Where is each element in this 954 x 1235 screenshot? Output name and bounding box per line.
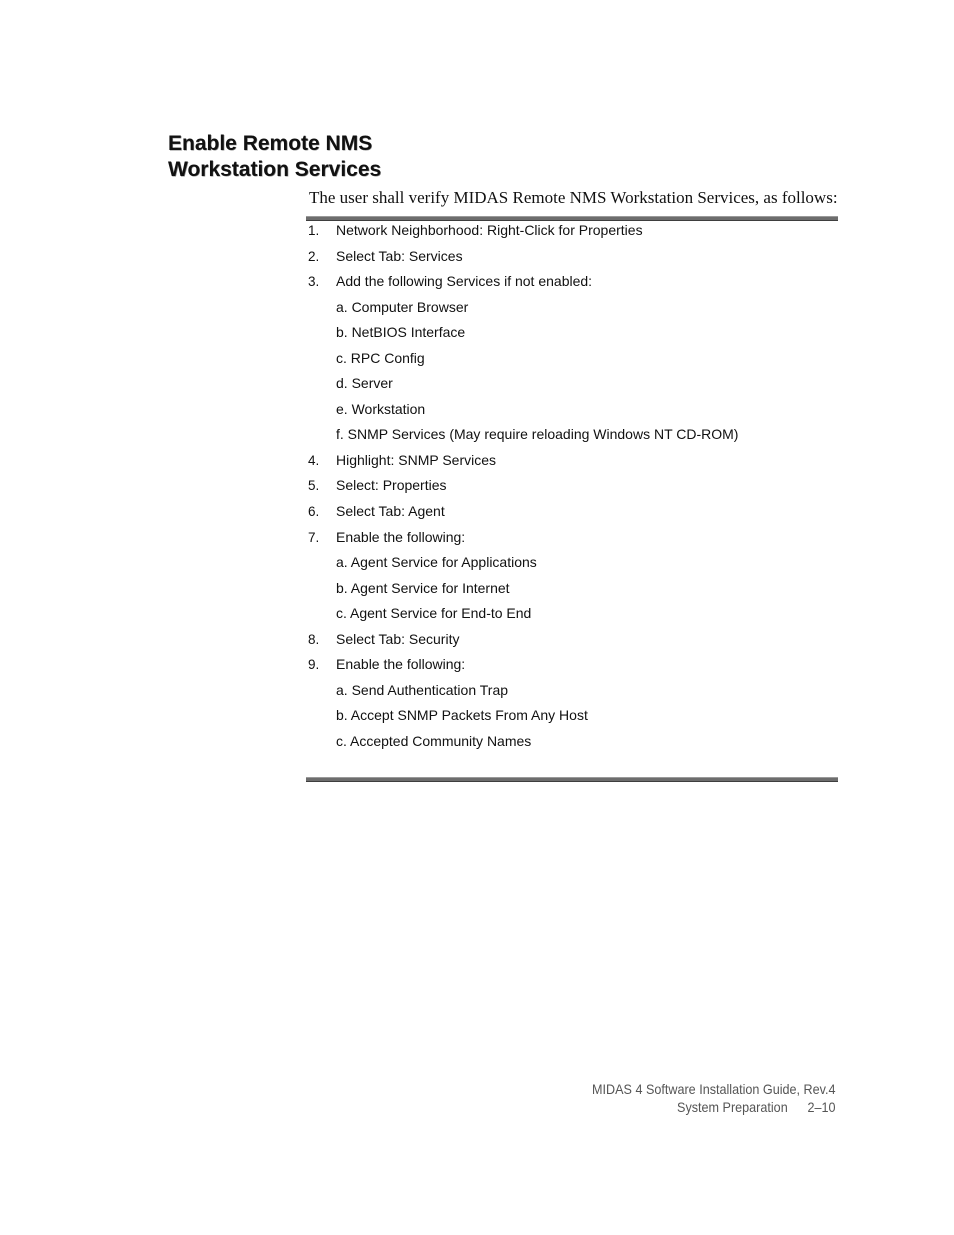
step-text: Highlight: SNMP Services bbox=[336, 451, 497, 468]
step-number: 7. bbox=[308, 529, 320, 545]
sub-step-item bbox=[308, 703, 828, 729]
step-text: b. Agent Service for Internet bbox=[336, 579, 510, 596]
step-text: a. Computer Browser bbox=[336, 298, 469, 315]
step-text: a. Agent Service for Applications bbox=[336, 554, 537, 571]
step-number: 2. bbox=[308, 248, 320, 264]
step-text: d. Server bbox=[336, 375, 393, 392]
step-text: c. Accepted Community Names bbox=[336, 732, 532, 749]
step-text: Enable the following: bbox=[336, 656, 466, 673]
step-number: 4. bbox=[308, 452, 320, 468]
section-heading-line-2: Workstation Services bbox=[168, 158, 382, 181]
step-text: Select Tab: Services bbox=[336, 247, 463, 264]
sub-step-item bbox=[308, 678, 828, 704]
sub-step-item bbox=[308, 729, 828, 755]
step-number: 8. bbox=[308, 631, 320, 647]
page-footer bbox=[593, 1080, 836, 1116]
step-text: Select Tab: Security bbox=[336, 630, 460, 647]
step-text: b. Accept SNMP Packets From Any Host bbox=[336, 707, 588, 724]
step-number: 9. bbox=[308, 657, 320, 673]
sub-step-item bbox=[308, 346, 828, 372]
sub-step-item bbox=[308, 320, 828, 346]
sub-step-item bbox=[308, 601, 828, 627]
step-text: f. SNMP Services (May require reloading Windows NT CD-ROM) bbox=[336, 426, 739, 443]
sub-step-item bbox=[308, 397, 828, 423]
step-number: 3. bbox=[308, 274, 320, 290]
step-text: Select Tab: Agent bbox=[336, 503, 445, 520]
step-item bbox=[308, 269, 828, 295]
step-text: Network Neighborhood: Right-Click for Properties bbox=[336, 222, 643, 238]
step-number: 6. bbox=[308, 504, 320, 520]
step-item bbox=[308, 244, 828, 270]
step-number: 5. bbox=[308, 478, 320, 494]
sub-step-item bbox=[308, 576, 828, 602]
step-item bbox=[308, 627, 828, 653]
step-text: Enable the following: bbox=[336, 528, 466, 545]
step-item bbox=[308, 525, 828, 551]
step-item bbox=[308, 499, 828, 525]
sub-step-item bbox=[308, 371, 828, 397]
step-text: a. Send Authentication Trap bbox=[336, 681, 509, 698]
step-text: Select: Properties bbox=[336, 477, 447, 494]
bottom-divider bbox=[306, 777, 838, 782]
section-heading-line-1: Enable Remote NMS bbox=[168, 132, 373, 155]
footer-section-line bbox=[593, 1098, 836, 1116]
step-text: b. NetBIOS Interface bbox=[336, 324, 466, 341]
step-number: 1. bbox=[308, 223, 320, 238]
intro-paragraph: The user shall verify MIDAS Remote NMS Workstation Services, as follows: bbox=[309, 188, 838, 207]
step-item bbox=[308, 448, 828, 474]
step-item bbox=[308, 652, 828, 678]
footer-page-number: 2–10 bbox=[807, 1099, 836, 1115]
sub-step-item bbox=[308, 422, 828, 448]
section-heading bbox=[168, 131, 381, 183]
step-text: Add the following Services if not enabled: bbox=[336, 273, 593, 290]
footer-guide-title: MIDAS 4 Software Installation Guide, Rev.4 bbox=[592, 1081, 836, 1097]
sub-step-item bbox=[308, 550, 828, 576]
step-item bbox=[308, 218, 828, 244]
step-item bbox=[308, 473, 828, 499]
step-text: c. RPC Config bbox=[336, 349, 425, 366]
step-text: e. Workstation bbox=[336, 400, 426, 417]
footer-section: System Preparation bbox=[677, 1099, 789, 1115]
sub-step-item bbox=[308, 295, 828, 321]
step-text: c. Agent Service for End-to End bbox=[336, 605, 532, 622]
procedure-steps bbox=[308, 218, 828, 754]
